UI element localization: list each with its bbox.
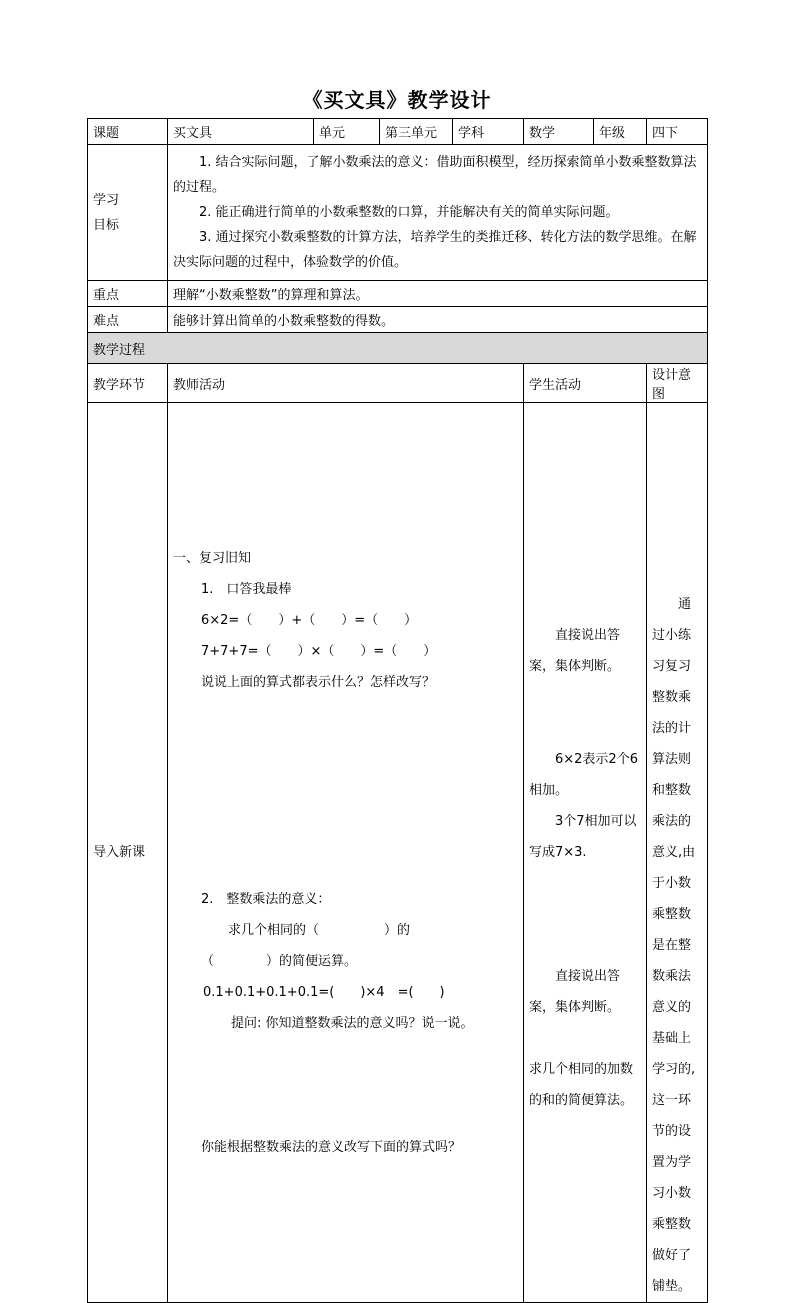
teacher-fill-line-1: 求几个相同的（ ）的 <box>228 922 411 938</box>
grade-label: 年级 <box>594 119 647 145</box>
column-header-row <box>88 364 708 403</box>
process-heading: 教学过程 <box>88 333 708 364</box>
objectives-row <box>88 145 708 281</box>
topic-value: 买文具 <box>168 119 314 145</box>
header-row <box>88 119 708 145</box>
teacher-item-1: 1. 口答我最棒 <box>201 581 292 597</box>
teacher-question-1: 说说上面的算式都表示什么？怎样改写？ <box>201 674 436 690</box>
student-answer-2: 6×2表示2个6相加。 <box>529 752 638 798</box>
objectives-content <box>168 145 708 281</box>
teacher-fill-line-2: （ ）的简便运算。 <box>201 953 358 969</box>
subject-label: 学科 <box>453 119 524 145</box>
unit-value: 第三单元 <box>380 119 453 145</box>
objective-item-2: 2. 能正确进行简单的小数乘整数的口算，并能解决有关的简单实际问题。 <box>199 205 619 220</box>
topic-label: 课题 <box>88 119 168 145</box>
unit-label: 单元 <box>314 119 380 145</box>
difficulty-row <box>88 307 708 333</box>
stage-name-cell <box>88 403 168 1303</box>
student-answer-5: 求几个相同的加数的和的简便算法。 <box>529 1062 634 1108</box>
design-intent-cell <box>647 403 708 1303</box>
objective-item-1: 1. 结合实际问题，了解小数乘法的意义：借助面积模型，经历探索简单小数乘整数算法的过程。 <box>173 155 697 195</box>
key-point-label: 重点 <box>88 281 168 307</box>
difficulty-text: 能够计算出简单的小数乘整数的得数。 <box>168 307 708 333</box>
student-answer-1-text: 直接说出答案，集体判断。 <box>529 628 621 674</box>
design-intent-text: 通过小练习复习整数乘法的计算法则和整数乘法的意义,由于小数乘整数是在整数乘法意义的基础上学习的,这一环节的设置为学习小数乘整数做好了铺垫。 <box>652 597 696 1294</box>
lesson-plan-table <box>87 118 708 1303</box>
page-title: 《买文具》教学设计 <box>302 88 492 112</box>
key-point-row <box>88 281 708 307</box>
subject-value: 数学 <box>524 119 594 145</box>
teacher-section-heading: 一、复习旧知 <box>173 550 252 566</box>
student-answer-4: 直接说出答案，集体判断。 <box>529 969 621 1015</box>
column-header-teacher: 教师活动 <box>168 364 524 403</box>
difficulty-label: 难点 <box>88 307 168 333</box>
student-answer-3: 3个7相加可以写成7×3. <box>529 814 637 860</box>
teacher-equation-3: 0.1+0.1+0.1+0.1=( )×4 =( ) <box>203 984 445 1000</box>
process-heading-row <box>88 333 708 364</box>
objectives-label-line1: 学习 <box>93 192 120 208</box>
teacher-activity-cell <box>168 403 524 1303</box>
objectives-label <box>88 145 168 281</box>
student-answer-1 <box>529 589 641 682</box>
column-header-student: 学生活动 <box>524 364 647 403</box>
grade-value: 四下 <box>647 119 708 145</box>
teacher-question-3: 你能根据整数乘法的意义改写下面的算式吗？ <box>201 1139 462 1155</box>
teacher-question-2: 提问: 你知道整数乘法的意义吗？说一说。 <box>231 1015 474 1031</box>
teacher-equation-1: 6×2=（ ）+（ ）=（ ） <box>201 612 418 628</box>
column-header-intent: 设计意图 <box>647 364 708 403</box>
intro-stage-row <box>88 403 708 1303</box>
objectives-label-line2: 目标 <box>93 217 120 233</box>
key-point-text: 理解“小数乘整数”的算理和算法。 <box>168 281 708 307</box>
objective-item-3: 3. 通过探究小数乘整数的计算方法，培养学生的类推迁移、转化方法的数学思维。在解决实际问题的过程中，体验数学的价值。 <box>173 230 697 270</box>
teacher-equation-2: 7+7+7=（ ）×（ ）=（ ） <box>201 643 437 659</box>
column-header-stage: 教学环节 <box>88 364 168 403</box>
student-activity-cell <box>524 403 647 1303</box>
stage-name: 导入新课 <box>93 845 146 860</box>
teacher-item-2: 2. 整数乘法的意义： <box>201 891 331 907</box>
